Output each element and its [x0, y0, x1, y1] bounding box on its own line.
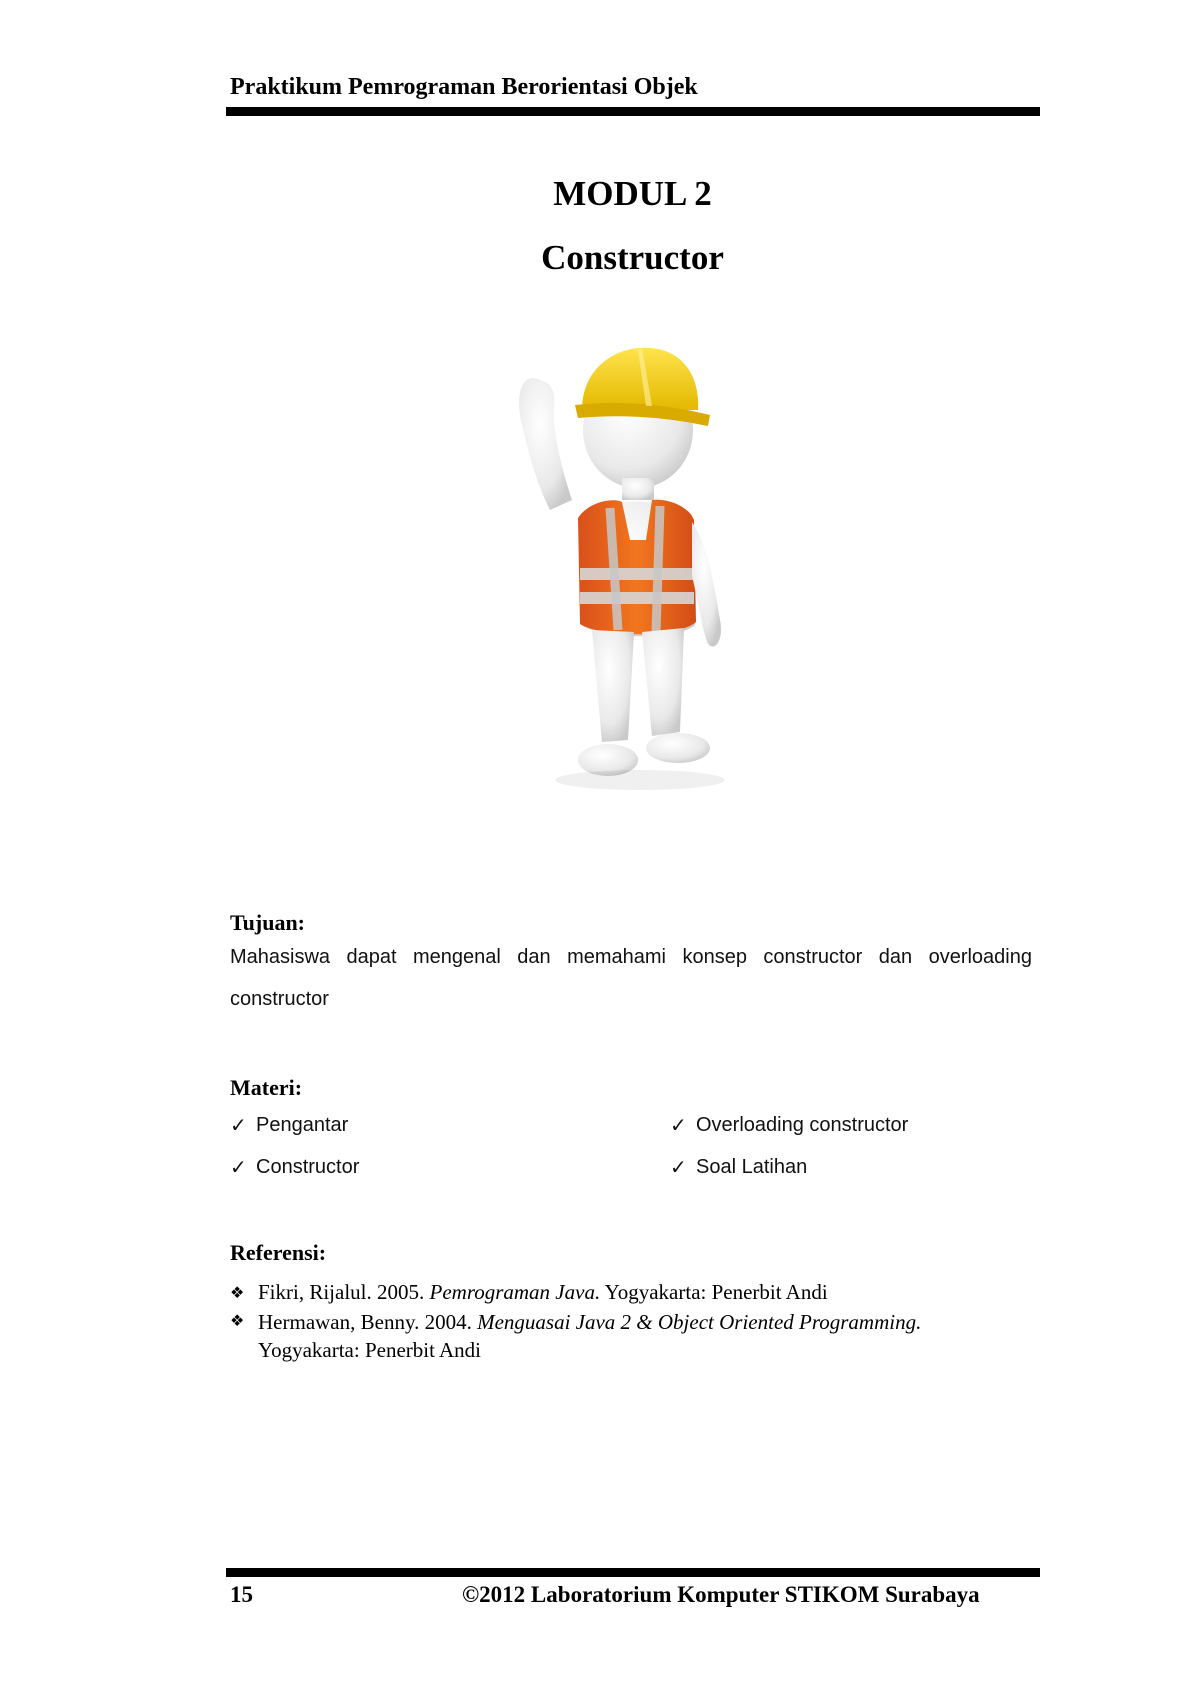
materials-item-label: Soal Latihan: [696, 1155, 808, 1178]
checkmark-icon: ✓: [230, 1155, 247, 1179]
footer-copyright: ©2012 Laboratorium Komputer STIKOM Surabaya: [462, 1582, 980, 1607]
materials-item: [230, 1155, 359, 1179]
materials-item: [670, 1113, 908, 1137]
reference-author: Fikri, Rijalul. 2005.: [258, 1280, 430, 1304]
reference-author: Hermawan, Benny. 2004.: [258, 1310, 478, 1334]
running-header: Praktikum Pemrograman Berorientasi Objek: [230, 74, 698, 100]
reference-publisher: Yogyakarta: Penerbit Andi: [258, 1338, 482, 1362]
construction-worker-illustration: [510, 340, 770, 810]
objective-text: Mahasiswa dapat mengenal dan memahami konsep constructor dan overloading: [230, 946, 1032, 968]
footer-rule: [226, 1568, 1040, 1577]
reference-text: [258, 1280, 828, 1305]
checkmark-icon: ✓: [670, 1113, 687, 1137]
materials-item: [670, 1155, 807, 1179]
module-number: MODUL 2: [553, 174, 712, 213]
materials-item-label: Pengantar: [256, 1113, 349, 1136]
materials-heading: Materi:: [230, 1075, 303, 1100]
checkmark-icon: ✓: [230, 1113, 247, 1137]
materials-item-label: Overloading constructor: [696, 1113, 909, 1136]
header-rule: [226, 107, 1040, 116]
reference-publisher: Yogyakarta: Penerbit Andi: [600, 1280, 828, 1304]
checkmark-icon: ✓: [670, 1155, 687, 1179]
four-diamond-icon: ❖: [230, 1283, 245, 1302]
materials-item: [230, 1113, 348, 1137]
module-title: Constructor: [541, 238, 724, 277]
objective-heading: Tujuan:: [230, 910, 306, 935]
page-number: 15: [230, 1582, 253, 1607]
four-diamond-icon: ❖: [230, 1311, 245, 1330]
reference-item: [230, 1280, 828, 1305]
objective-text-continued: constructor: [230, 988, 329, 1010]
materials-item-label: Constructor: [256, 1155, 360, 1178]
reference-item: [230, 1308, 1040, 1364]
reference-title: Menguasai Java 2 & Object Oriented Programming.: [477, 1310, 922, 1334]
reference-title: Pemrograman Java.: [429, 1280, 601, 1304]
references-heading: Referensi:: [230, 1240, 327, 1265]
reference-text: [258, 1308, 921, 1364]
